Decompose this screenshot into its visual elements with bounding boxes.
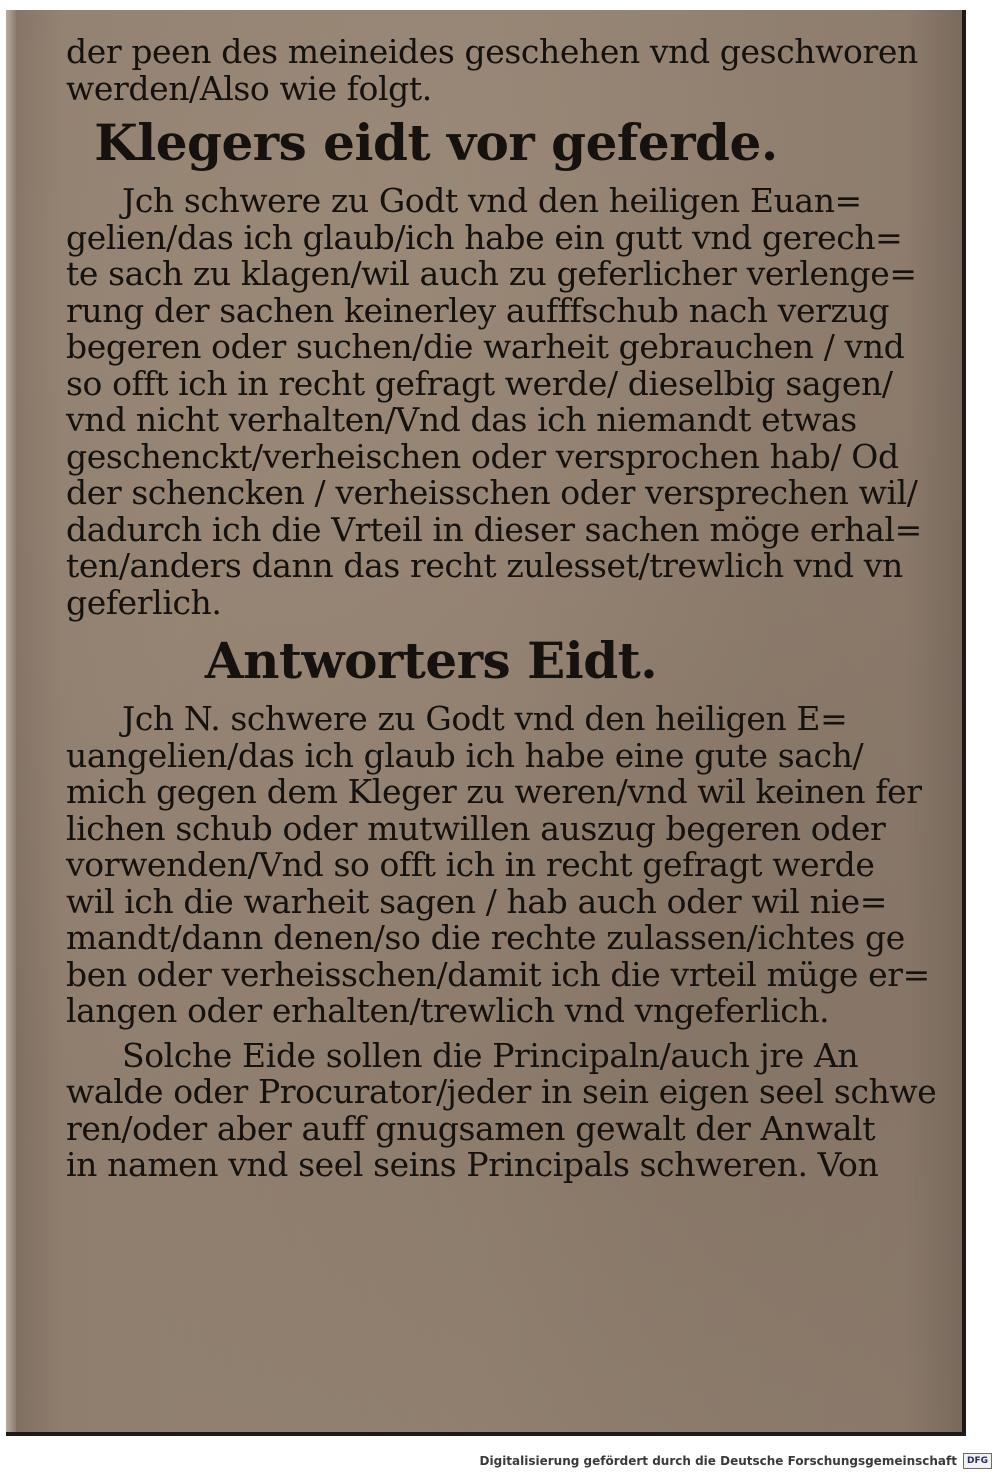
text-line: rung der sachen keinerley aufffschub nach verzug (66, 290, 890, 330)
text-line: in namen vnd seel seins Principals schweren. Von (66, 1145, 879, 1184)
text-line: wil ich die warheit sagen / hab auch oder wil nie= (66, 881, 888, 921)
text-line: geschenckt/verheischen oder versprochen hab/ Od (66, 436, 899, 476)
text-line: mich gegen dem Kleger zu weren/vnd wil keinen fer (66, 772, 922, 811)
text-line: werden/Also wie folgt. (66, 68, 432, 108)
text-line: Jch N. schwere zu Godt vnd den heiligen E= (122, 699, 848, 738)
heading-antworters-eidt: Antworters Eidt. (204, 631, 658, 690)
page-text (66, 32, 937, 1184)
text-line: der schencken / verheisschen oder versprechen wil/ (66, 473, 918, 512)
digitization-credit (480, 1452, 992, 1470)
text-line: Solche Eide sollen die Principaln/auch jre An (122, 1035, 859, 1075)
text-line: vnd nicht verhalten/Vnd das ich niemandt etwas (66, 400, 857, 439)
text-line: ben oder verheisschen/damit ich die vrteil müge er= (66, 954, 930, 994)
text-line: walde oder Procurator/jeder in sein eigen seel schwe (66, 1072, 937, 1111)
text-line: dadurch ich die Vrteil in dieser sachen möge erhal= (66, 509, 922, 549)
text-line: begeren oder suchen/die warheit gebrauchen / vnd (66, 327, 905, 366)
heading-klegers-eidt: Klegers eidt vor geferde. (94, 113, 778, 172)
text-line: so offt ich in recht gefragt werde/ dieselbig sagen/ (66, 363, 893, 403)
text-line: geferlich. (66, 582, 222, 622)
text-line: mandt/dann denen/so die rechte zulassen/ichtes ge (66, 918, 905, 957)
text-line: der peen des meineides geschehen vnd geschworen (66, 32, 918, 71)
text-line: ten/anders dann das recht zulesset/trewlich vnd vn (66, 546, 903, 585)
dfg-logo-icon: DFG (963, 1453, 992, 1469)
text-line: lichen schub oder mutwillen auszug begeren oder (66, 808, 886, 848)
text-line: uangelien/das ich glaub ich habe eine gute sach/ (66, 735, 864, 775)
text-line: langen oder erhalten/trewlich vnd vngeferlich. (66, 991, 830, 1030)
text-line: gelien/das ich glaub/ich habe ein gutt vnd gerech= (66, 217, 903, 257)
page-edge (6, 10, 16, 1432)
text-line: ren/oder aber auff gnugsamen gewalt der Anwalt (66, 1108, 876, 1148)
text-line: te sach zu klagen/wil auch zu geferlicher verlenge= (66, 254, 917, 293)
text-line: Jch schwere zu Godt vnd den heiligen Euan= (122, 181, 862, 220)
text-line: vorwenden/Vnd so offt ich in recht gefragt werde (66, 845, 875, 884)
credit-text: Digitalisierung gefördert durch die Deutsche Forschungsgemeinschaft (479, 1454, 957, 1468)
